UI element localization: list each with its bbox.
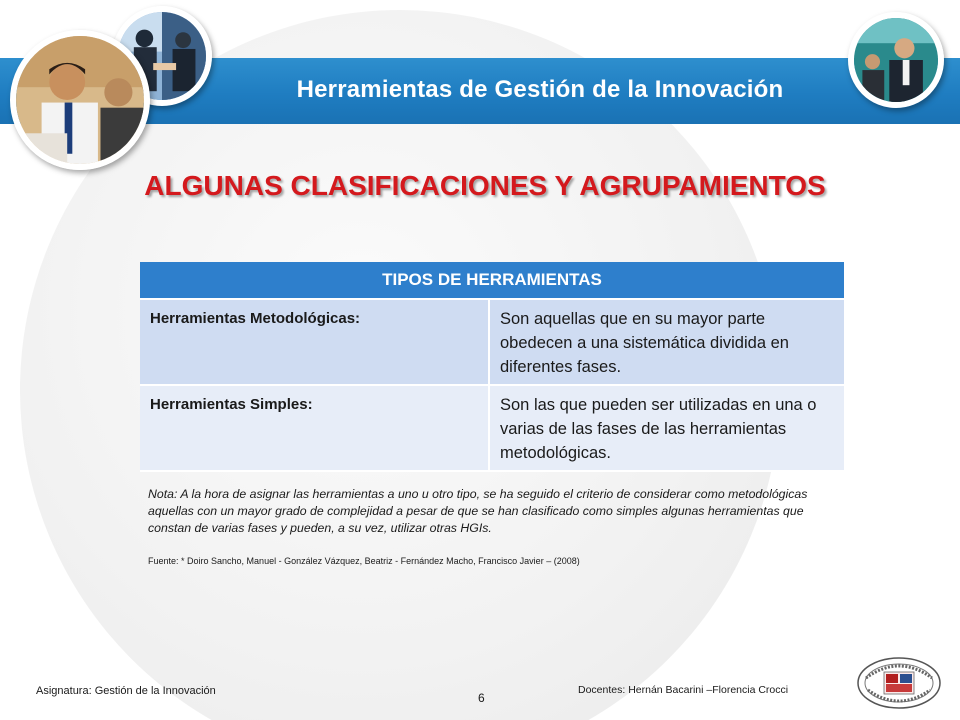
footer-teachers: Docentes: Hernán Bacarini –Florencia Crocci — [578, 684, 789, 696]
section-heading: ALGUNAS CLASIFICACIONES Y AGRUPAMIENTOS — [144, 170, 826, 201]
photo-business-man — [848, 12, 944, 108]
row-name: Herramientas Simples: — [140, 386, 490, 470]
table-row — [140, 386, 844, 472]
table-header: TIPOS DE HERRAMIENTAS — [140, 262, 844, 300]
source-text: Fuente: * Doiro Sancho, Manuel - González Vázquez, Beatriz - Fernández Macho, Francisco Javier – (2008) — [148, 556, 580, 566]
tools-table — [140, 262, 844, 472]
table-row — [140, 300, 844, 386]
row-description: Son las que pueden ser utilizadas en una o varias de las fases de las herramientas metodológicas. — [500, 396, 817, 462]
footer-subject: Asignatura: Gestión de la Innovación — [36, 685, 216, 697]
photo-business-people — [10, 30, 150, 170]
row-description: Son aquellas que en su mayor parte obedecen a una sistemática dividida en diferentes fases. — [500, 310, 789, 376]
slide-title: Herramientas de Gestión de la Innovación — [296, 76, 784, 103]
page-number: 6 — [478, 691, 485, 705]
note-text: Nota: A la hora de asignar las herramientas a uno u otro tipo, se ha seguido el criterio de considerar como metodológicas aquellas con un mayor grado de complejidad a pesar de que se han clasificado como simples algunas herramientas que constan de varias fases y pueden, a su vez, utilizar otras HGIs. — [148, 487, 808, 535]
row-name: Herramientas Metodológicas: — [140, 300, 490, 384]
university-seal-logo — [856, 656, 942, 710]
